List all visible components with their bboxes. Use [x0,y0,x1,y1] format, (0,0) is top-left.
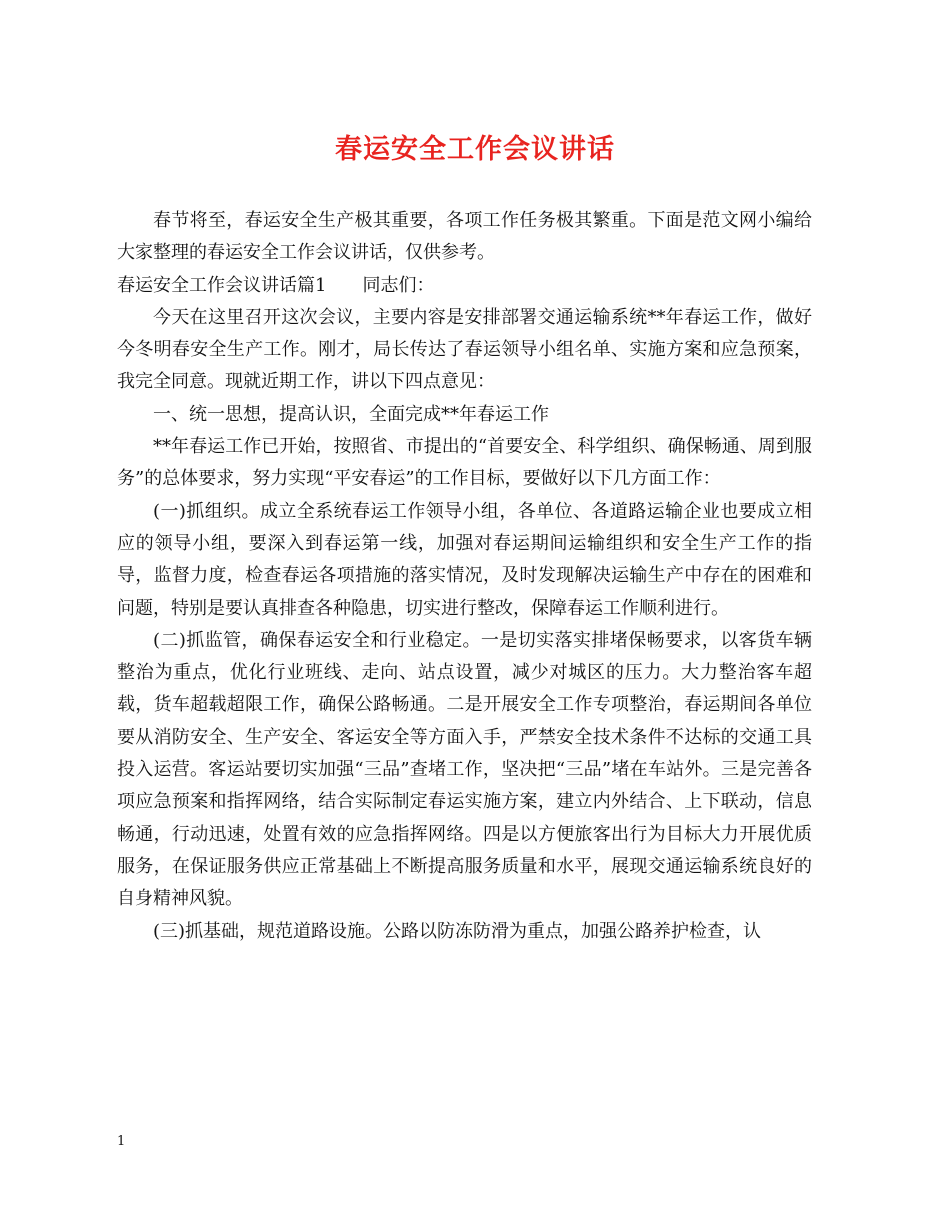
document-title: 春运安全工作会议讲话 [335,134,615,165]
intro-paragraph: 春节将至，春运安全生产极其重要，各项工作任务极其繁重。下面是范文网小编给大家整理的春运安全工作会议讲话，仅供参考。 [117,210,812,264]
paragraph-2: 一、统一思想，提高认识，全面完成**年春运工作 [153,403,549,425]
section-heading: 春运安全工作会议讲话篇1 [117,274,327,296]
paragraph-3: **年春运工作已开始，按照省、市提出的“首要安全、科学组织、确保畅通、周到服务”的总体要求，努力实现“平安春运”的工作目标，要做好以下几方面工作： [117,436,812,490]
document-body [117,205,812,948]
page-number: 1 [117,1134,126,1149]
paragraph-1: 今天在这里召开这次会议，主要内容是安排部署交通运输系统**年春运工作，做好今冬明春安全生产工作。刚才，局长传达了春运领导小组名单、实施方案和应急预案，我完全同意。现就近期工作，讲以下四点意见： [117,306,812,393]
salutation: 同志们： [362,274,435,296]
paragraph-6: (三)抓基础，规范道路设施。公路以防冻防滑为重点，加强公路养护检查，认 [153,920,762,942]
paragraph-4: (一)抓组织。成立全系统春运工作领导小组，各单位、各道路运输企业也要成立相应的领导小组，要深入到春运第一线，加强对春运期间运输组织和安全生产工作的指导，监督力度，检查春运各项措施的落实情况，及时发现解决运输生产中存在的困难和问题，特别是要认真排查各种隐患，切实进行整改，保障春运工作顺利进行。 [117,500,812,619]
paragraph-5: (二)抓监管，确保春运安全和行业稳定。一是切实落实排堵保畅要求，以客货车辆整治为重点，优化行业班线、走向、站点设置，减少对城区的压力。大力整治客车超载，货车超载超限工作，确保公路畅通。二是开展安全工作专项整治，春运期间各单位要从消防安全、生产安全、客运安全等方面入手，严禁安全技术条件不达标的交通工具投入运营。客运站要切实加强“三品”查堵工作，坚决把“三品”堵在车站外。三是完善各项应急预案和指挥网络，结合实际制定春运实施方案，建立内外结合、上下联动，信息畅通，行动迅速，处置有效的应急指挥网络。四是以方便旅客出行为目标大力开展优质服务，在保证服务供应正常基础上不断提高服务质量和水平，展现交通运输系统良好的自身精神风貌。 [117,629,812,910]
section-heading-line [117,270,812,302]
